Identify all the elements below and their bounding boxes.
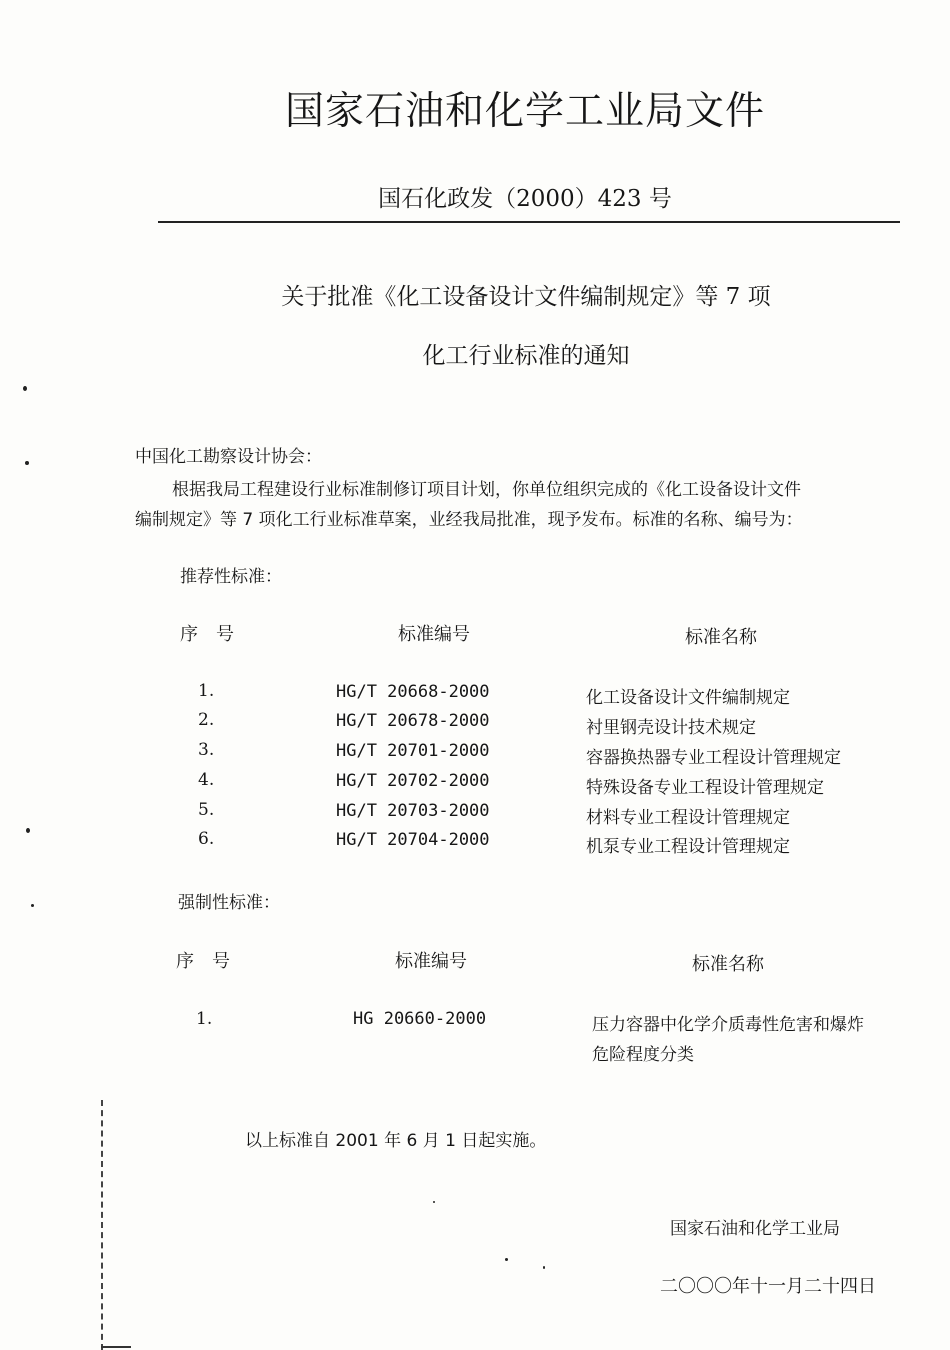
scan-speck bbox=[23, 386, 27, 391]
notice-title-line-1: 关于批准《化工设备设计文件编制规定》等 7 项 bbox=[281, 284, 771, 310]
row-seq: 3. bbox=[198, 740, 215, 760]
row-name: 材料专业工程设计管理规定 bbox=[586, 808, 790, 828]
recommended-standards-label: 推荐性标准： bbox=[180, 567, 282, 587]
row-code: HG/T 20678-2000 bbox=[336, 711, 490, 731]
row-code: HG/T 20668-2000 bbox=[336, 682, 490, 702]
issuer-signature: 国家石油和化学工业局 bbox=[670, 1219, 840, 1239]
document-number: 国石化政发（2000）423 号 bbox=[378, 186, 672, 212]
row-name-line-2: 危险程度分类 bbox=[592, 1045, 694, 1065]
row-seq: 1. bbox=[196, 1009, 213, 1029]
column-header-code: 标准编号 bbox=[395, 951, 467, 972]
column-header-seq: 序 号 bbox=[176, 951, 230, 972]
row-name: 化工设备设计文件编制规定 bbox=[586, 688, 790, 708]
row-name: 容器换热器专业工程设计管理规定 bbox=[586, 748, 841, 768]
margin-line bbox=[101, 1100, 103, 1350]
row-code: HG/T 20701-2000 bbox=[336, 741, 490, 761]
body-paragraph-line-1: 根据我局工程建设行业标准制修订项目计划，你单位组织完成的《化工设备设计文件 bbox=[172, 480, 801, 500]
row-code: HG/T 20702-2000 bbox=[336, 771, 490, 791]
issue-date: 二〇〇〇年十一月二十四日 bbox=[660, 1276, 876, 1297]
row-seq: 4. bbox=[198, 770, 215, 790]
scan-speck bbox=[26, 828, 30, 833]
row-seq: 1. bbox=[198, 681, 215, 701]
row-code: HG/T 20704-2000 bbox=[336, 830, 490, 850]
notice-title-line-2: 化工行业标准的通知 bbox=[422, 343, 630, 369]
column-header-seq: 序 号 bbox=[180, 624, 234, 645]
row-code: HG/T 20703-2000 bbox=[336, 801, 490, 821]
row-seq: 2. bbox=[198, 710, 215, 730]
row-seq: 6. bbox=[198, 829, 215, 849]
body-paragraph-line-2: 编制规定》等 7 项化工行业标准草案，业经我局批准，现予发布。标准的名称、编号为： bbox=[135, 510, 803, 530]
scan-speck bbox=[25, 461, 29, 465]
scan-speck bbox=[505, 1258, 508, 1261]
row-seq: 5. bbox=[198, 800, 215, 820]
effective-date-note: 以上标准自 2001 年 6 月 1 日起实施。 bbox=[245, 1131, 547, 1151]
issuer-title: 国家石油和化学工业局文件 bbox=[284, 89, 765, 134]
row-name: 衬里钢壳设计技术规定 bbox=[586, 718, 756, 738]
column-header-name: 标准名称 bbox=[685, 627, 757, 648]
scan-speck bbox=[31, 904, 34, 907]
column-header-name: 标准名称 bbox=[692, 954, 764, 975]
scan-speck bbox=[433, 1201, 435, 1203]
row-name-line-1: 压力容器中化学介质毒性危害和爆炸 bbox=[592, 1015, 864, 1035]
row-name: 特殊设备专业工程设计管理规定 bbox=[586, 778, 824, 798]
row-code: HG 20660-2000 bbox=[353, 1009, 487, 1029]
column-header-code: 标准编号 bbox=[398, 624, 470, 645]
header-divider bbox=[158, 221, 900, 223]
scan-speck bbox=[543, 1266, 545, 1269]
row-name: 机泵专业工程设计管理规定 bbox=[586, 837, 790, 857]
margin-foot bbox=[101, 1346, 131, 1348]
mandatory-standards-label: 强制性标准： bbox=[178, 893, 280, 913]
addressee: 中国化工勘察设计协会： bbox=[135, 447, 322, 467]
